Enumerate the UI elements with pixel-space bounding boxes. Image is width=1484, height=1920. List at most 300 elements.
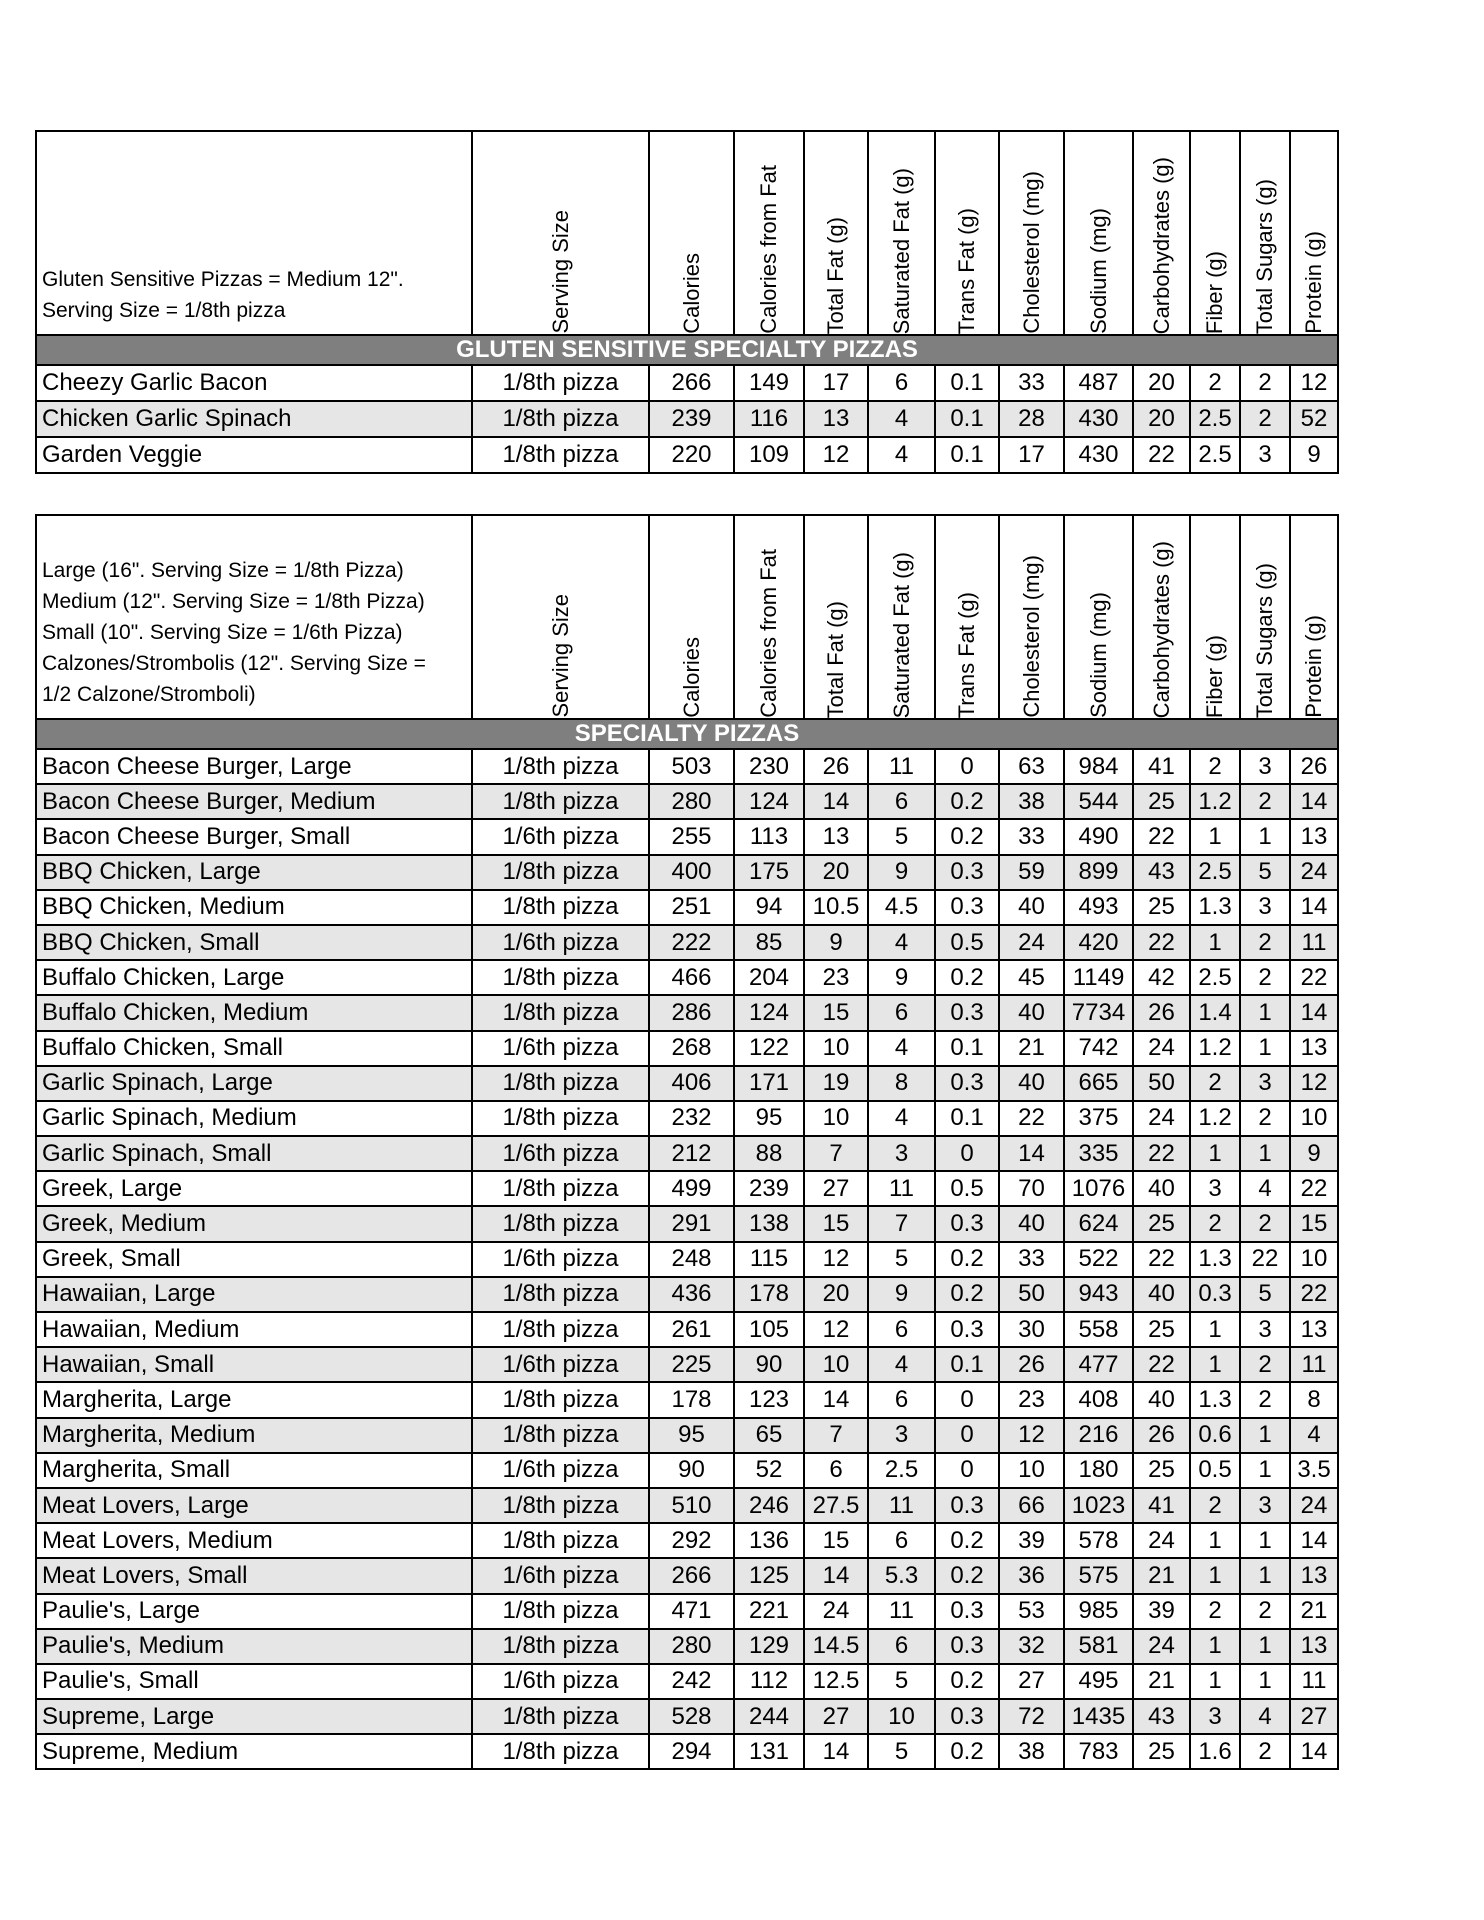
cell-value: 5 — [1240, 855, 1290, 890]
cell-value: 1/8th pizza — [472, 1418, 649, 1453]
cell-value: 266 — [649, 365, 734, 401]
table-row — [36, 1734, 1338, 1769]
cell-value: 1 — [1240, 1558, 1290, 1593]
cell-value: 11 — [1290, 925, 1338, 960]
cell-value: 13 — [1290, 1629, 1338, 1664]
cell-value: 72 — [999, 1699, 1064, 1734]
cell-value: 24 — [804, 1594, 868, 1629]
cell-value: 510 — [649, 1488, 734, 1523]
table-row — [36, 1558, 1338, 1593]
cell-value: 242 — [649, 1664, 734, 1699]
item-name: Buffalo Chicken, Small — [36, 1031, 472, 1066]
table-row — [36, 1699, 1338, 1734]
cell-value: 1/6th pizza — [472, 1664, 649, 1699]
cell-value: 12.5 — [804, 1664, 868, 1699]
col-calories-from-fat: Calories from Fat — [734, 131, 804, 335]
cell-value: 1/6th pizza — [472, 1453, 649, 1488]
cell-value: 11 — [868, 1171, 935, 1206]
cell-value: 430 — [1064, 401, 1133, 437]
cell-value: 1 — [1240, 1418, 1290, 1453]
cell-value: 522 — [1064, 1242, 1133, 1277]
cell-value: 406 — [649, 1066, 734, 1101]
cell-value: 4 — [1290, 1418, 1338, 1453]
cell-value: 255 — [649, 819, 734, 854]
cell-value: 22 — [1133, 1136, 1190, 1171]
cell-value: 1 — [1240, 1664, 1290, 1699]
cell-value: 9 — [1290, 437, 1338, 473]
cell-value: 15 — [804, 995, 868, 1030]
cell-value: 24 — [1290, 1488, 1338, 1523]
cell-value: 14 — [804, 1734, 868, 1769]
cell-value: 0.1 — [935, 1347, 999, 1382]
cell-value: 1/8th pizza — [472, 1594, 649, 1629]
cell-value: 4 — [868, 437, 935, 473]
cell-value: 4 — [868, 1101, 935, 1136]
cell-value: 0.5 — [1190, 1453, 1240, 1488]
table-row — [36, 365, 1338, 401]
cell-value: 2.5 — [1190, 855, 1240, 890]
item-name: Garlic Spinach, Medium — [36, 1101, 472, 1136]
cell-value: 0.3 — [935, 1594, 999, 1629]
cell-value: 985 — [1064, 1594, 1133, 1629]
cell-value: 14 — [1290, 995, 1338, 1030]
table-row — [36, 784, 1338, 819]
table-row — [36, 1171, 1338, 1206]
cell-value: 1.2 — [1190, 1031, 1240, 1066]
cell-value: 244 — [734, 1699, 804, 1734]
cell-value: 216 — [1064, 1418, 1133, 1453]
cell-value: 3 — [1240, 437, 1290, 473]
cell-value: 0.3 — [935, 1488, 999, 1523]
cell-value: 171 — [734, 1066, 804, 1101]
cell-value: 2 — [1240, 1382, 1290, 1417]
table-row — [36, 1031, 1338, 1066]
cell-value: 9 — [868, 855, 935, 890]
cell-value: 22 — [1240, 1242, 1290, 1277]
cell-value: 90 — [734, 1347, 804, 1382]
col-serving-size: Serving Size — [472, 515, 649, 719]
cell-value: 6 — [868, 995, 935, 1030]
cell-value: 6 — [868, 1523, 935, 1558]
cell-value: 3 — [1240, 1488, 1290, 1523]
cell-value: 9 — [868, 960, 935, 995]
cell-value: 65 — [734, 1418, 804, 1453]
cell-value: 248 — [649, 1242, 734, 1277]
cell-value: 1 — [1240, 1136, 1290, 1171]
cell-value: 13 — [1290, 1031, 1338, 1066]
cell-value: 1 — [1190, 1136, 1240, 1171]
cell-value: 33 — [999, 819, 1064, 854]
cell-value: 3.5 — [1290, 1453, 1338, 1488]
cell-value: 11 — [868, 1488, 935, 1523]
cell-value: 7 — [804, 1136, 868, 1171]
cell-value: 63 — [999, 749, 1064, 784]
cell-value: 2 — [1240, 1347, 1290, 1382]
cell-value: 39 — [1133, 1594, 1190, 1629]
col-protein: Protein (g) — [1290, 131, 1338, 335]
item-name: Chicken Garlic Spinach — [36, 401, 472, 437]
item-name: Greek, Medium — [36, 1206, 472, 1241]
table-row — [36, 1664, 1338, 1699]
cell-value: 3 — [1190, 1171, 1240, 1206]
cell-value: 1 — [1190, 1347, 1240, 1382]
item-name: Supreme, Medium — [36, 1734, 472, 1769]
cell-value: 5 — [868, 819, 935, 854]
table-row — [36, 995, 1338, 1030]
cell-value: 1/8th pizza — [472, 1101, 649, 1136]
cell-value: 6 — [804, 1453, 868, 1488]
cell-value: 1023 — [1064, 1488, 1133, 1523]
cell-value: 39 — [999, 1523, 1064, 1558]
cell-value: 528 — [649, 1699, 734, 1734]
cell-value: 24 — [1133, 1101, 1190, 1136]
item-name: Garlic Spinach, Small — [36, 1136, 472, 1171]
cell-value: 12 — [999, 1418, 1064, 1453]
cell-value: 0 — [935, 749, 999, 784]
cell-value: 14.5 — [804, 1629, 868, 1664]
cell-value: 4 — [868, 1031, 935, 1066]
cell-value: 40 — [999, 890, 1064, 925]
item-name: Bacon Cheese Burger, Large — [36, 749, 472, 784]
cell-value: 30 — [999, 1312, 1064, 1347]
table-row — [36, 890, 1338, 925]
cell-value: 1 — [1240, 1453, 1290, 1488]
cell-value: 1/8th pizza — [472, 1523, 649, 1558]
cell-value: 14 — [1290, 890, 1338, 925]
cell-value: 268 — [649, 1031, 734, 1066]
cell-value: 280 — [649, 1629, 734, 1664]
cell-value: 1 — [1240, 819, 1290, 854]
cell-value: 178 — [649, 1382, 734, 1417]
cell-value: 24 — [1133, 1523, 1190, 1558]
table-row — [36, 1136, 1338, 1171]
col-serving-size: Serving Size — [472, 131, 649, 335]
cell-value: 1.3 — [1190, 1382, 1240, 1417]
cell-value: 40 — [999, 995, 1064, 1030]
cell-value: 400 — [649, 855, 734, 890]
cell-value: 24 — [999, 925, 1064, 960]
col-total-sugars: Total Sugars (g) — [1240, 131, 1290, 335]
cell-value: 25 — [1133, 1312, 1190, 1347]
cell-value: 0.3 — [935, 1206, 999, 1241]
cell-value: 575 — [1064, 1558, 1133, 1593]
col-protein: Protein (g) — [1290, 515, 1338, 719]
cell-value: 2 — [1190, 1206, 1240, 1241]
cell-value: 40 — [1133, 1382, 1190, 1417]
cell-value: 477 — [1064, 1347, 1133, 1382]
cell-value: 0 — [935, 1136, 999, 1171]
cell-value: 14 — [804, 1382, 868, 1417]
cell-value: 1076 — [1064, 1171, 1133, 1206]
cell-value: 25 — [1133, 784, 1190, 819]
cell-value: 1/8th pizza — [472, 1066, 649, 1101]
cell-value: 1.2 — [1190, 1101, 1240, 1136]
cell-value: 2.5 — [1190, 960, 1240, 995]
cell-value: 266 — [649, 1558, 734, 1593]
cell-value: 0.3 — [935, 1629, 999, 1664]
cell-value: 0.2 — [935, 1558, 999, 1593]
cell-value: 2 — [1240, 1734, 1290, 1769]
cell-value: 581 — [1064, 1629, 1133, 1664]
cell-value: 0.6 — [1190, 1418, 1240, 1453]
table-row — [36, 819, 1338, 854]
cell-value: 15 — [804, 1523, 868, 1558]
cell-value: 408 — [1064, 1382, 1133, 1417]
cell-value: 95 — [734, 1101, 804, 1136]
cell-value: 112 — [734, 1664, 804, 1699]
cell-value: 6 — [868, 1312, 935, 1347]
cell-value: 2 — [1240, 1101, 1290, 1136]
cell-value: 178 — [734, 1277, 804, 1312]
cell-value: 420 — [1064, 925, 1133, 960]
cell-value: 3 — [1190, 1699, 1240, 1734]
cell-value: 5 — [868, 1664, 935, 1699]
cell-value: 21 — [999, 1031, 1064, 1066]
cell-value: 3 — [1240, 749, 1290, 784]
cell-value: 70 — [999, 1171, 1064, 1206]
cell-value: 0.1 — [935, 437, 999, 473]
cell-value: 59 — [999, 855, 1064, 890]
cell-value: 13 — [804, 819, 868, 854]
cell-value: 138 — [734, 1206, 804, 1241]
cell-value: 1 — [1240, 1629, 1290, 1664]
section-header: GLUTEN SENSITIVE SPECIALTY PIZZAS — [36, 335, 1338, 365]
item-name: Paulie's, Small — [36, 1664, 472, 1699]
cell-value: 0.1 — [935, 1031, 999, 1066]
cell-value: 232 — [649, 1101, 734, 1136]
cell-value: 42 — [1133, 960, 1190, 995]
cell-value: 131 — [734, 1734, 804, 1769]
cell-value: 246 — [734, 1488, 804, 1523]
cell-value: 6 — [868, 1382, 935, 1417]
cell-value: 1/8th pizza — [472, 784, 649, 819]
cell-value: 490 — [1064, 819, 1133, 854]
cell-value: 239 — [734, 1171, 804, 1206]
item-name: Garden Veggie — [36, 437, 472, 473]
cell-value: 624 — [1064, 1206, 1133, 1241]
cell-value: 85 — [734, 925, 804, 960]
item-name: Meat Lovers, Medium — [36, 1523, 472, 1558]
cell-value: 20 — [804, 855, 868, 890]
cell-value: 11 — [868, 749, 935, 784]
cell-value: 52 — [734, 1453, 804, 1488]
cell-value: 0.3 — [935, 995, 999, 1030]
cell-value: 10.5 — [804, 890, 868, 925]
gluten-sensitive-table — [35, 130, 1339, 474]
cell-value: 7734 — [1064, 995, 1133, 1030]
cell-value: 2 — [1240, 925, 1290, 960]
cell-value: 26 — [1290, 749, 1338, 784]
item-name: Garlic Spinach, Large — [36, 1066, 472, 1101]
cell-value: 1/8th pizza — [472, 1488, 649, 1523]
table-row — [36, 1101, 1338, 1136]
cell-value: 1/8th pizza — [472, 960, 649, 995]
col-sodium: Sodium (mg) — [1064, 131, 1133, 335]
table-row — [36, 1488, 1338, 1523]
cell-value: 3 — [1240, 1066, 1290, 1101]
cell-value: 2 — [1190, 1066, 1240, 1101]
cell-value: 1 — [1190, 925, 1240, 960]
cell-value: 292 — [649, 1523, 734, 1558]
table-row — [36, 1066, 1338, 1101]
item-name: BBQ Chicken, Large — [36, 855, 472, 890]
item-name: Meat Lovers, Small — [36, 1558, 472, 1593]
cell-value: 22 — [1133, 925, 1190, 960]
cell-value: 1/8th pizza — [472, 1382, 649, 1417]
cell-value: 22 — [1290, 960, 1338, 995]
cell-value: 503 — [649, 749, 734, 784]
cell-value: 180 — [1064, 1453, 1133, 1488]
cell-value: 26 — [999, 1347, 1064, 1382]
col-carbohydrates: Carbohydrates (g) — [1133, 131, 1190, 335]
cell-value: 251 — [649, 890, 734, 925]
cell-value: 4 — [1240, 1171, 1290, 1206]
cell-value: 3 — [868, 1136, 935, 1171]
cell-value: 38 — [999, 784, 1064, 819]
cell-value: 0.2 — [935, 819, 999, 854]
cell-value: 149 — [734, 365, 804, 401]
cell-value: 20 — [1133, 365, 1190, 401]
cell-value: 5 — [868, 1242, 935, 1277]
col-calories-from-fat: Calories from Fat — [734, 515, 804, 719]
cell-value: 261 — [649, 1312, 734, 1347]
cell-value: 1/8th pizza — [472, 1277, 649, 1312]
col-calories: Calories — [649, 515, 734, 719]
cell-value: 12 — [1290, 1066, 1338, 1101]
cell-value: 20 — [1133, 401, 1190, 437]
cell-value: 4.5 — [868, 890, 935, 925]
cell-value: 1/8th pizza — [472, 995, 649, 1030]
table-row — [36, 437, 1338, 473]
cell-value: 27 — [804, 1699, 868, 1734]
item-name: Margherita, Large — [36, 1382, 472, 1417]
cell-value: 225 — [649, 1347, 734, 1382]
cell-value: 14 — [1290, 1734, 1338, 1769]
cell-value: 10 — [804, 1101, 868, 1136]
cell-value: 43 — [1133, 1699, 1190, 1734]
cell-value: 2 — [1240, 1206, 1290, 1241]
col-saturated-fat: Saturated Fat (g) — [868, 131, 935, 335]
cell-value: 14 — [804, 1558, 868, 1593]
cell-value: 11 — [868, 1594, 935, 1629]
cell-value: 2 — [1240, 365, 1290, 401]
cell-value: 27 — [804, 1171, 868, 1206]
cell-value: 10 — [804, 1031, 868, 1066]
cell-value: 0.1 — [935, 401, 999, 437]
cell-value: 204 — [734, 960, 804, 995]
cell-value: 14 — [1290, 1523, 1338, 1558]
cell-value: 50 — [1133, 1066, 1190, 1101]
cell-value: 0.2 — [935, 784, 999, 819]
table-row — [36, 749, 1338, 784]
cell-value: 430 — [1064, 437, 1133, 473]
table-row — [36, 1523, 1338, 1558]
cell-value: 40 — [1133, 1171, 1190, 1206]
cell-value: 220 — [649, 437, 734, 473]
cell-value: 0.3 — [935, 1312, 999, 1347]
table-row — [36, 1418, 1338, 1453]
cell-value: 1/8th pizza — [472, 365, 649, 401]
cell-value: 24 — [1133, 1629, 1190, 1664]
table-row — [36, 401, 1338, 437]
cell-value: 40 — [999, 1066, 1064, 1101]
item-name: Buffalo Chicken, Medium — [36, 995, 472, 1030]
item-name: Margherita, Medium — [36, 1418, 472, 1453]
col-saturated-fat: Saturated Fat (g) — [868, 515, 935, 719]
cell-value: 17 — [804, 365, 868, 401]
cell-value: 25 — [1133, 1453, 1190, 1488]
cell-value: 8 — [868, 1066, 935, 1101]
cell-value: 12 — [804, 1242, 868, 1277]
cell-value: 95 — [649, 1418, 734, 1453]
cell-value: 3 — [868, 1418, 935, 1453]
cell-value: 1/6th pizza — [472, 819, 649, 854]
item-name: Margherita, Small — [36, 1453, 472, 1488]
item-name: Supreme, Large — [36, 1699, 472, 1734]
cell-value: 1 — [1240, 1523, 1290, 1558]
table-row — [36, 855, 1338, 890]
item-name: Greek, Large — [36, 1171, 472, 1206]
table-row — [36, 1206, 1338, 1241]
col-sodium: Sodium (mg) — [1064, 515, 1133, 719]
cell-value: 41 — [1133, 1488, 1190, 1523]
cell-value: 21 — [1133, 1664, 1190, 1699]
cell-value: 221 — [734, 1594, 804, 1629]
cell-value: 1.6 — [1190, 1734, 1240, 1769]
cell-value: 2 — [1190, 365, 1240, 401]
cell-value: 125 — [734, 1558, 804, 1593]
cell-value: 10 — [1290, 1242, 1338, 1277]
cell-value: 0.3 — [1190, 1277, 1240, 1312]
cell-value: 665 — [1064, 1066, 1133, 1101]
cell-value: 1 — [1240, 1031, 1290, 1066]
cell-value: 136 — [734, 1523, 804, 1558]
cell-value: 15 — [1290, 1206, 1338, 1241]
cell-value: 1/8th pizza — [472, 401, 649, 437]
cell-value: 32 — [999, 1629, 1064, 1664]
cell-value: 45 — [999, 960, 1064, 995]
cell-value: 230 — [734, 749, 804, 784]
cell-value: 124 — [734, 995, 804, 1030]
cell-value: 2.5 — [1190, 401, 1240, 437]
item-name: Greek, Small — [36, 1242, 472, 1277]
cell-value: 22 — [1290, 1277, 1338, 1312]
cell-value: 1/6th pizza — [472, 1558, 649, 1593]
cell-value: 1/6th pizza — [472, 1136, 649, 1171]
cell-value: 94 — [734, 890, 804, 925]
col-cholesterol: Cholesterol (mg) — [999, 515, 1064, 719]
cell-value: 1 — [1190, 1629, 1240, 1664]
cell-value: 1/8th pizza — [472, 437, 649, 473]
cell-value: 742 — [1064, 1031, 1133, 1066]
cell-value: 23 — [804, 960, 868, 995]
cell-value: 88 — [734, 1136, 804, 1171]
cell-value: 22 — [1290, 1171, 1338, 1206]
cell-value: 1/8th pizza — [472, 1699, 649, 1734]
cell-value: 0.2 — [935, 1277, 999, 1312]
cell-value: 115 — [734, 1242, 804, 1277]
item-name: BBQ Chicken, Medium — [36, 890, 472, 925]
cell-value: 499 — [649, 1171, 734, 1206]
table-row — [36, 1382, 1338, 1417]
cell-value: 0.1 — [935, 365, 999, 401]
cell-value: 558 — [1064, 1312, 1133, 1347]
cell-value: 1/8th pizza — [472, 749, 649, 784]
header-row — [36, 515, 1338, 719]
cell-value: 436 — [649, 1277, 734, 1312]
item-name: Paulie's, Large — [36, 1594, 472, 1629]
cell-value: 14 — [1290, 784, 1338, 819]
